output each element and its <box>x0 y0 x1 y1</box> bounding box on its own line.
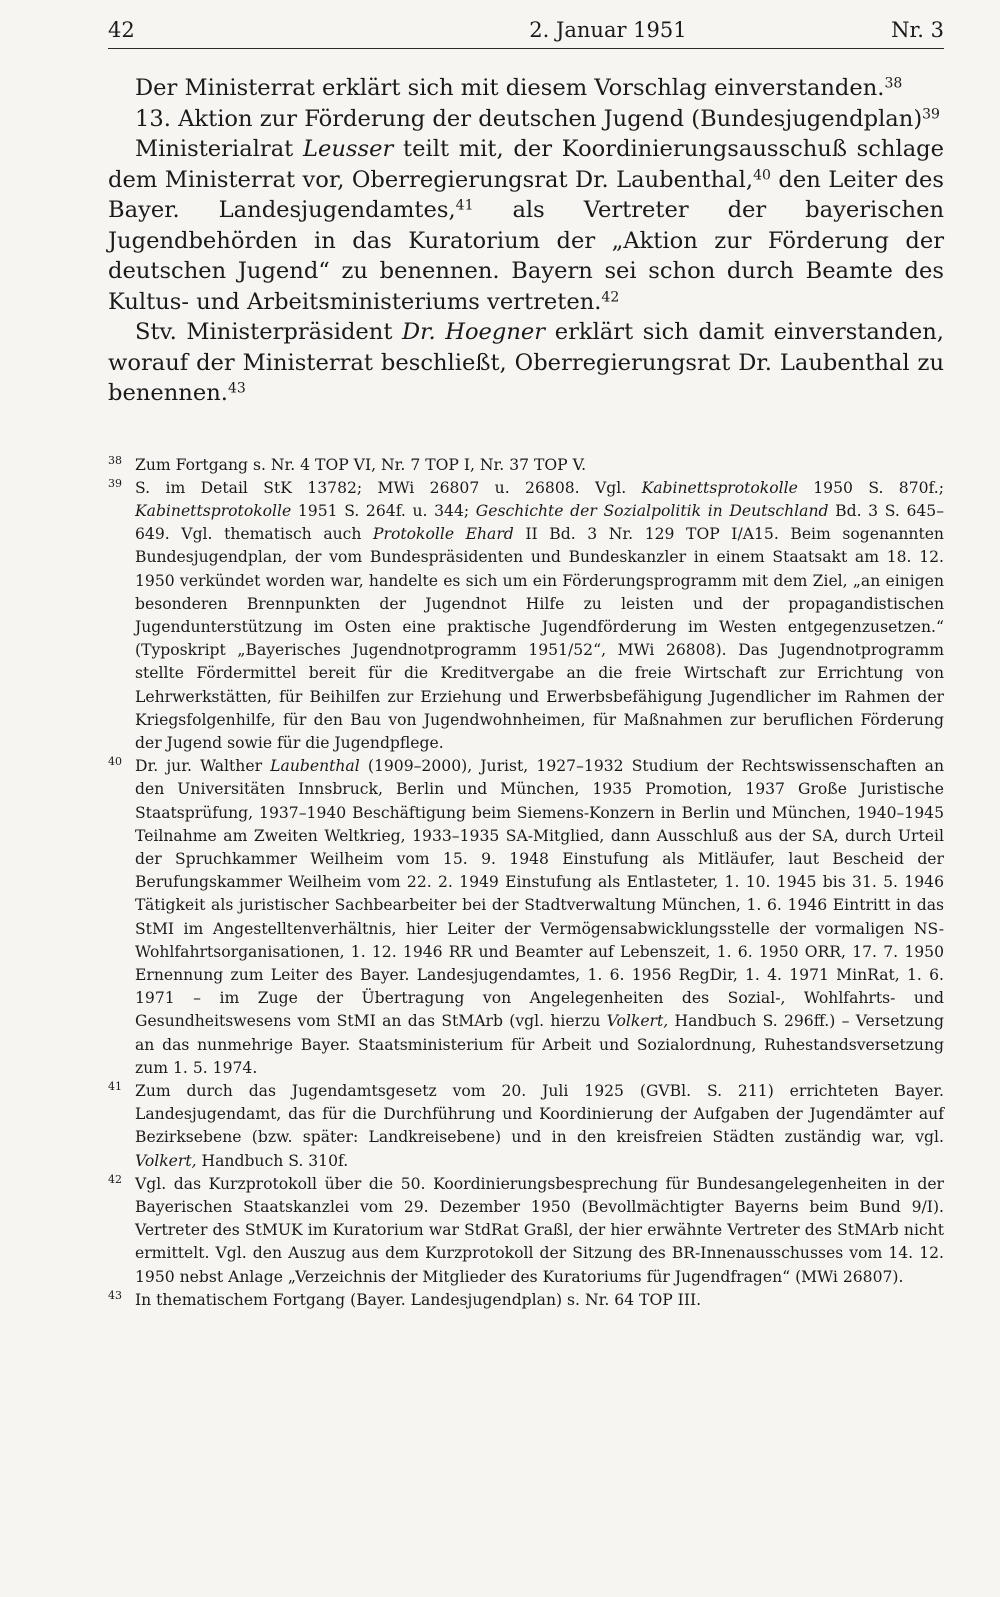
footnote-text: Zum durch das Jugendamtsgesetz vom 20. Juli 1925 (GVBl. S. 211) errichteten Bayer. Landesjugendamt, das für die Durchführung und Koordinierung der Aufgaben der Jugendämter auf Bezirksebene (bzw. später: Landkreisebene) und in den kreisfreien Städten zuständig war, vgl. Volkert, Handbuch S. 310f. <box>135 1081 944 1170</box>
footnote-number: 42 <box>108 1172 122 1186</box>
footnote-ref[interactable]: 43 <box>227 380 246 397</box>
footnote-text: S. im Detail StK 13782; MWi 26807 u. 26808. Vgl. Kabinettsprotokolle 1950 S. 870f.; Kabinettsprotokolle 1951 S. 264f. u. 344; Geschichte der Sozialpolitik in Deutschland Bd. 3 S. 645–649. Vgl. thematisch auch Protokolle Ehard II Bd. 3 Nr. 129 TOP I/A15. Beim sogenannten Bundesjugendplan, der vom Bundespräsidenten und Bundeskanzler in einem Staatsakt am 18. 12. 1950 verkündet worden war, handelte es sich um ein Förderungsprogramm mit dem Ziel, „an einigen besonderen Brennpunkten der Jugendnot Hilfe zu leisten und der propagandistischen Jugendunterstützung im Osten eine praktische Jugendförderung im Westen entgegenzusetzen.“ (Typoskript „Bayerisches Jugendnotprogramm 1951/52“, MWi 26808). Das Jugendnotprogramm stellte Fördermittel bereit für die Kreditvergabe an die freie Wirtschaft zur Errichtung von Lehrwerkstätten, für Beihilfen zur Erziehung und Erwerbsbefähigung Jugendlicher im Rahmen der Kriegsfolgenhilfe, für den Bau von Jugendwohnheimen, für Maßnahmen zur beruflichen Förderung der Jugend sowie für die Jugendpflege. <box>135 478 945 752</box>
issue-number: Nr. 3 <box>891 18 944 42</box>
document-page <box>108 18 944 1312</box>
footnote-number: 39 <box>108 476 122 490</box>
footnote-text: Dr. jur. Walther Laubenthal (1909–2000), Jurist, 1927–1932 Studium der Rechtswissenschaften an den Universitäten Innsbruck, Berlin und München, 1935 Promotion, 1937 Große Juristische Staatsprüfung, 1937–1940 Beschäftigung beim Siemens-Konzern in Berlin und München, 1940–1945 Teilnahme am Zweiten Weltkrieg, 1933–1935 SA-Mitglied, dann Ausschluß aus der SA, durch Urteil der Spruchkammer Weilheim vom 15. 9. 1948 Einstufung als Mitläufer, laut Bescheid der Berufungskammer Weilheim vom 22. 2. 1949 Einstufung als Entlasteter, 1. 10. 1945 bis 31. 5. 1946 Tätigkeit als juristischer Sachbearbeiter bei der Stadtverwaltung München, 1. 6. 1946 Eintritt in das StMI im Angestelltenverhältnis, hier Leiter der Vermögensabwicklungsstelle der vormaligen NS-Wohlfahrtsorganisationen, 1. 12. 1946 RR und Beamter auf Lebenszeit, 1. 6. 1950 ORR, 17. 7. 1950 Ernennung zum Leiter des Bayer. Landesjugendamtes, 1. 6. 1956 RegDir, 1. 4. 1971 MinRat, 1. 6. 1971 – im Zuge der Übertragung von Angelegenheiten des Sozial-, Wohlfahrts- und Gesundheitswesens vom StMI an das StMArb (vgl. hierzu Volkert, Handbuch S. 296ff.) – Versetzung an das nunmehrige Bayer. Staatsministerium für Arbeit und Sozialordnung, Ruhestandsversetzung zum 1. 5. 1974. <box>135 757 944 1077</box>
footnote-text: In thematischem Fortgang (Bayer. Landesjugendplan) s. Nr. 64 TOP III. <box>135 1290 702 1309</box>
footnote-number: 40 <box>108 755 122 769</box>
paragraph-agreement: Der Ministerrat erklärt sich mit diesem Vorschlag einverstanden.$^{38}$ <box>135 75 903 101</box>
footnote-40 <box>108 755 944 1080</box>
footnote-text: Zum Fortgang s. Nr. 4 TOP VI, Nr. 7 TOP I, Nr. 37 TOP V. <box>135 455 587 474</box>
footnote-number: 41 <box>108 1079 122 1093</box>
paragraph-decision: Stv. Ministerpräsident Dr. Hoegner erklärt sich damit einverstanden, worauf der Ministerrat beschließt, Oberregierungsrat Dr. Laubenthal zu benennen.$^{43}$ <box>108 319 944 406</box>
paragraph-proposal: Ministerialrat Leusser teilt mit, der Koordinierungsausschuß schlage dem Ministerrat vor, Oberregierungsrat Dr. Laubenthal,$^{40}$ den Leiter des Bayer. Landesjugendamtes,$^{41}$ als Vertreter der bayerischen Jugendbehörden in das Kuratorium der „Aktion zur Förderung der deutschen Jugend“ zu benennen. Bayern sei schon durch Beamte des Kultus- und Arbeitsministeriums vertreten.$^{42}$ <box>108 136 944 315</box>
person-name: Dr. Hoegner <box>402 319 546 345</box>
footnote-42 <box>108 1173 944 1289</box>
footnote-number: 38 <box>108 453 122 467</box>
page-number: 42 <box>108 18 135 42</box>
footnote-text: Vgl. das Kurzprotokoll über die 50. Koordinierungsbesprechung für Bundesangelegenheiten in der Bayerischen Staatskanzlei vom 29. Dezember 1950 (Bevollmächtigter Bayerns beim Bund 9/I). Vertreter des StMUK im Kuratorium war StdRat Graßl, der hier erwähnte Vertreter des StMArb nicht ermittelt. Vgl. den Auszug aus dem Kurzprotokoll der Sitzung des BR-Innenausschusses vom 14. 12. 1950 nebst Anlage „Verzeichnis der Mitglieder des Kuratoriums für Jugendfragen“ (MWi 26807). <box>135 1174 944 1286</box>
person-name: Leusser <box>303 136 394 162</box>
footnote-ref[interactable]: 41 <box>455 197 474 214</box>
footnote-38 <box>108 454 944 477</box>
main-text <box>108 73 944 409</box>
footnote-ref[interactable]: 42 <box>601 288 620 305</box>
footnote-ref[interactable]: 38 <box>884 75 903 92</box>
footnote-41 <box>108 1080 944 1173</box>
footnote-ref[interactable]: 40 <box>753 166 771 183</box>
header-date: 2. Januar 1951 <box>529 18 687 42</box>
agenda-item-title: 13. Aktion zur Förderung der deutschen Jugend (Bundesjugendplan)$^{39}$ <box>135 105 940 132</box>
footnote-39 <box>108 477 944 755</box>
footnote-ref[interactable]: 39 <box>922 105 940 122</box>
footnote-43 <box>108 1289 944 1312</box>
footnotes-section <box>108 454 944 1313</box>
footnote-number: 43 <box>108 1288 122 1302</box>
running-header <box>108 18 944 49</box>
